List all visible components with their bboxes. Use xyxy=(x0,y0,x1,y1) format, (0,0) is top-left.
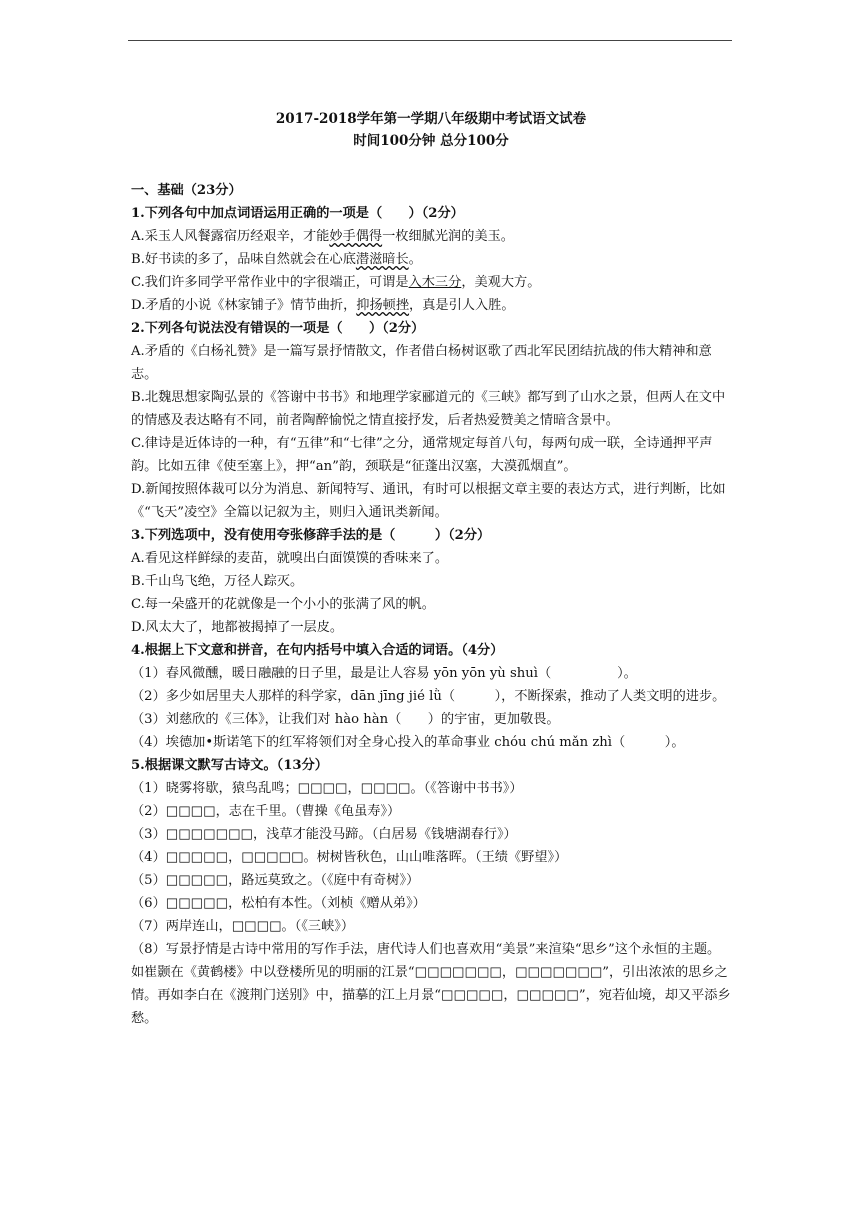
question-4-stem: 4.根据上下文意和拼音，在句内括号中填入合适的词语。（4分） xyxy=(131,643,504,658)
question-5-stem: 5.根据课文默写古诗文。（13分） xyxy=(131,758,328,773)
question-4-item-2: （2）多少如居里夫人那样的科学家，dān jīng jié lǜ（ ），不断探索，推动了人类文明的进步。 xyxy=(131,689,726,704)
question-3-option-c: C.每一朵盛开的花就像是一个小小的张满了风的帆。 xyxy=(131,597,435,612)
question-1-option-b: B.好书读的多了，品味自然就会在心底潜滋暗长。 xyxy=(131,252,422,267)
question-5-item-8: （8）写景抒情是古诗中常用的写作手法，唐代诗人们也喜欢用“美景”来渲染“思乡”这个永恒的主题。如崔颢在《黄鹤楼》中以登楼所见的明丽的江景“□□□□□□□，□□□□□□□”，引出浓浓的思乡之情。再如李白在《渡荆门送别》中，描摹的江上月景“□□□□□，□□□□□”，宛若仙境，却又平添乡愁。 xyxy=(131,942,731,1026)
header-rule xyxy=(128,40,732,41)
marked-word: 潜滋暗长 xyxy=(355,252,409,267)
question-5-item-4: （4）□□□□□，□□□□□。树树皆秋色，山山唯落晖。（王绩《野望》） xyxy=(131,850,568,865)
exam-subtitle: 时间100分钟 总分100分 xyxy=(353,133,509,149)
marked-word: 入木三分 xyxy=(408,275,462,290)
question-2-option-d: D.新闻按照体裁可以分为消息、新闻特写、通讯，有时可以根据文章主要的表达方式，进行判断，比如《“飞天”凌空》全篇以记叙为主，则归入通讯类新闻。 xyxy=(131,482,726,520)
question-1-option-a: A.采玉人风餐露宿历经艰辛，才能妙手偶得一枚细腻光润的美玉。 xyxy=(131,229,514,244)
question-1-option-d: D.矛盾的小说《林家铺子》情节曲折，抑扬顿挫，真是引人入胜。 xyxy=(131,298,515,313)
question-5-item-7: （7）两岸连山，□□□□。（《三峡》） xyxy=(131,919,355,934)
question-3-option-b: B.千山鸟飞绝，万径人踪灭。 xyxy=(131,574,304,589)
question-5-item-3: （3）□□□□□□□，浅草才能没马蹄。（白居易《钱塘湖春行》） xyxy=(131,827,517,842)
marked-word: 妙手偶得 xyxy=(329,229,383,244)
question-5-item-5: （5）□□□□□，路远莫致之。（《庭中有奇树》） xyxy=(131,873,420,888)
question-4-item-3: （3）刘慈欣的《三体》，让我们对 hào hàn（ ）的宇宙，更加敬畏。 xyxy=(131,712,560,727)
question-2-option-c: C.律诗是近体诗的一种，有“五律”和“七律”之分，通常规定每首八句，每两句成一联，全诗通押平声韵。比如五律《使至塞上》，押“an”韵，颈联是“征蓬出汉塞，大漠孤烟直”。 xyxy=(131,436,713,474)
question-1-stem: 1.下列各句中加点词语运用正确的一项是（ ）（2分） xyxy=(131,206,464,221)
section-heading: 一、基础（23分） xyxy=(131,183,242,198)
question-4-item-4: （4）埃德加•斯诺笔下的红军将领们对全身心投入的革命事业 chóu chú mǎn zhì（ ）。 xyxy=(131,735,685,750)
question-3-option-d: D.风太大了，地都被揭掉了一层皮。 xyxy=(131,620,344,635)
question-5-item-1: （1）晓雾将歇，猿鸟乱鸣；□□□□，□□□□。（《答谢中书书》） xyxy=(131,781,523,796)
question-3-option-a: A.看见这样鲜绿的麦苗，就嗅出白面馍馍的香味来了。 xyxy=(131,551,449,566)
question-3-stem: 3.下列选项中，没有使用夸张修辞手法的是（ ）（2分） xyxy=(131,528,491,543)
question-2-option-a: A.矛盾的《白杨礼赞》是一篇写景抒情散文，作者借白杨树讴歌了西北军民团结抗战的伟大精神和意志。 xyxy=(131,344,712,382)
question-5-item-6: （6）□□□□□，松柏有本性。（刘桢《赠从弟》） xyxy=(131,896,426,911)
question-1-option-c: C.我们许多同学平常作业中的字很端正，可谓是入木三分，美观大方。 xyxy=(131,275,541,290)
question-5-item-2: （2）□□□□，志在千里。（曹操《龟虽寿》） xyxy=(131,804,401,819)
question-2-stem: 2.下列各句说法没有错误的一项是（ ）（2分） xyxy=(131,321,425,336)
question-2-option-b: B.北魏思想家陶弘景的《答谢中书书》和地理学家郦道元的《三峡》都写到了山水之景，但两人在文中的情感及表达略有不同，前者陶醉愉悦之情直接抒发，后者热爱赞美之情暗含景中。 xyxy=(131,390,726,428)
exam-page xyxy=(131,108,731,1030)
question-4-item-1: （1）春风微醺，暖日融融的日子里，最是让人容易 yōn yōn yù shuì（ ）。 xyxy=(131,666,637,681)
exam-title: 2017-2018学年第一学期八年级期中考试语文试卷 xyxy=(275,111,587,127)
marked-word: 抑扬顿挫 xyxy=(356,298,410,313)
